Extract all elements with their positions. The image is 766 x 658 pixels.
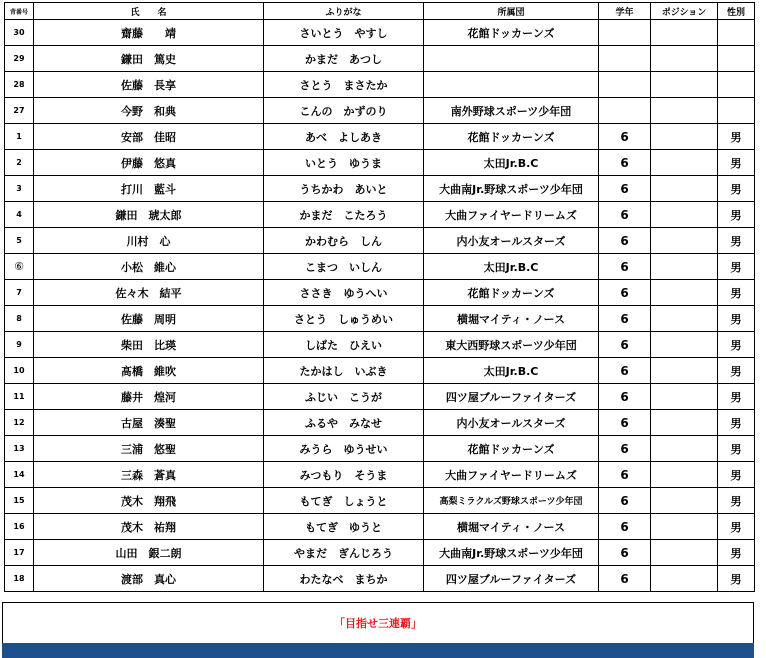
- name-column-header: 氏 名: [34, 3, 264, 20]
- number-cell: 30: [5, 20, 34, 46]
- player-row: [5, 306, 755, 332]
- gender-cell: 男: [718, 488, 755, 514]
- name-cell: 今野 和典: [34, 98, 264, 124]
- player-row: [5, 332, 755, 358]
- player-row: [5, 280, 755, 306]
- team-cell: 太田Jr.B.C: [424, 150, 599, 176]
- furigana-column-header: ふりがな: [264, 3, 424, 20]
- grade-cell: 6: [599, 280, 651, 306]
- position-cell: [651, 358, 718, 384]
- furigana-cell: かまだ こたろう: [264, 202, 424, 228]
- name-cell: 茂木 翔飛: [34, 488, 264, 514]
- grade-cell: 6: [599, 540, 651, 566]
- gender-cell: [718, 72, 755, 98]
- position-cell: [651, 384, 718, 410]
- number-cell: 14: [5, 462, 34, 488]
- grade-cell: [599, 98, 651, 124]
- grade-cell: [599, 20, 651, 46]
- gender-cell: [718, 20, 755, 46]
- grade-cell: 6: [599, 436, 651, 462]
- position-cell: [651, 176, 718, 202]
- position-cell: [651, 306, 718, 332]
- furigana-cell: もてぎ ゆうと: [264, 514, 424, 540]
- furigana-cell: わたなべ まちか: [264, 566, 424, 592]
- team-cell: 大曲ファイヤードリームズ: [424, 462, 599, 488]
- grade-cell: 6: [599, 488, 651, 514]
- name-cell: 髙橋 維吹: [34, 358, 264, 384]
- furigana-cell: こんの かずのり: [264, 98, 424, 124]
- name-cell: 齋藤 靖: [34, 20, 264, 46]
- player-row: [5, 384, 755, 410]
- team-cell: 花館ドッカーンズ: [424, 20, 599, 46]
- team-cell: [424, 72, 599, 98]
- name-cell: 佐々木 結平: [34, 280, 264, 306]
- position-cell: [651, 410, 718, 436]
- team-cell: 内小友オールスターズ: [424, 410, 599, 436]
- team-cell: 高梨ミラクルズ野球スポーツ少年団: [424, 488, 599, 514]
- number-cell: 17: [5, 540, 34, 566]
- team-cell: 大曲南Jr.野球スポーツ少年団: [424, 540, 599, 566]
- position-cell: [651, 254, 718, 280]
- number-cell: 5: [5, 228, 34, 254]
- number-cell: 4: [5, 202, 34, 228]
- name-cell: 伊藤 悠真: [34, 150, 264, 176]
- number-cell: 2: [5, 150, 34, 176]
- name-cell: 打川 藍斗: [34, 176, 264, 202]
- header-row: [5, 3, 755, 20]
- furigana-cell: うちかわ あいと: [264, 176, 424, 202]
- team-cell: 花館ドッカーンズ: [424, 436, 599, 462]
- grade-cell: 6: [599, 384, 651, 410]
- player-row: [5, 488, 755, 514]
- number-cell: 16: [5, 514, 34, 540]
- team-cell: 太田Jr.B.C: [424, 254, 599, 280]
- player-row: [5, 150, 755, 176]
- position-cell: [651, 228, 718, 254]
- gender-cell: 男: [718, 150, 755, 176]
- player-row: [5, 202, 755, 228]
- player-row: [5, 410, 755, 436]
- gender-cell: [718, 98, 755, 124]
- position-cell: [651, 462, 718, 488]
- gender-column-header: 性別: [718, 3, 755, 20]
- number-cell: 15: [5, 488, 34, 514]
- team-cell: 大曲南Jr.野球スポーツ少年団: [424, 176, 599, 202]
- position-cell: [651, 46, 718, 72]
- player-row: [5, 514, 755, 540]
- gender-cell: 男: [718, 358, 755, 384]
- number-cell: 9: [5, 332, 34, 358]
- furigana-cell: さとう まさたか: [264, 72, 424, 98]
- team-cell: 南外野球スポーツ少年団: [424, 98, 599, 124]
- grade-cell: 6: [599, 150, 651, 176]
- gender-cell: 男: [718, 254, 755, 280]
- name-cell: 鎌田 琥太郎: [34, 202, 264, 228]
- player-row: [5, 176, 755, 202]
- name-cell: 川村 心: [34, 228, 264, 254]
- number-cell: 7: [5, 280, 34, 306]
- gender-cell: 男: [718, 280, 755, 306]
- team-cell: 花館ドッカーンズ: [424, 280, 599, 306]
- position-cell: [651, 436, 718, 462]
- team-column-header: 所属団: [424, 3, 599, 20]
- team-cell: 大曲ファイヤードリームズ: [424, 202, 599, 228]
- number-cell: 18: [5, 566, 34, 592]
- team-cell: 内小友オールスターズ: [424, 228, 599, 254]
- player-row: [5, 72, 755, 98]
- position-cell: [651, 150, 718, 176]
- player-row: [5, 124, 755, 150]
- position-cell: [651, 566, 718, 592]
- gender-cell: 男: [718, 514, 755, 540]
- grade-column-header: 学年: [599, 3, 651, 20]
- position-cell: [651, 540, 718, 566]
- number-cell: 29: [5, 46, 34, 72]
- name-cell: 佐藤 周明: [34, 306, 264, 332]
- furigana-cell: たかはし いぶき: [264, 358, 424, 384]
- gender-cell: 男: [718, 462, 755, 488]
- furigana-cell: みつもり そうま: [264, 462, 424, 488]
- position-cell: [651, 332, 718, 358]
- player-row: [5, 358, 755, 384]
- position-cell: [651, 124, 718, 150]
- team-cell: 花館ドッカーンズ: [424, 124, 599, 150]
- gender-cell: 男: [718, 176, 755, 202]
- furigana-cell: こまつ いしん: [264, 254, 424, 280]
- name-cell: 渡部 真心: [34, 566, 264, 592]
- gender-cell: 男: [718, 228, 755, 254]
- player-row: [5, 20, 755, 46]
- team-cell: 横堀マイティ・ノース: [424, 514, 599, 540]
- position-cell: [651, 202, 718, 228]
- gender-cell: 男: [718, 332, 755, 358]
- grade-cell: 6: [599, 332, 651, 358]
- furigana-cell: かわむら しん: [264, 228, 424, 254]
- name-cell: 山田 銀二朗: [34, 540, 264, 566]
- grade-cell: 6: [599, 176, 651, 202]
- position-cell: [651, 488, 718, 514]
- number-cell: 28: [5, 72, 34, 98]
- furigana-cell: やまだ ぎんじろう: [264, 540, 424, 566]
- number-column-header: 背番号: [5, 3, 34, 20]
- player-row: [5, 540, 755, 566]
- name-cell: 安部 佳昭: [34, 124, 264, 150]
- player-row: [5, 46, 755, 72]
- name-cell: 三浦 悠聖: [34, 436, 264, 462]
- furigana-cell: ふじい こうが: [264, 384, 424, 410]
- player-row: [5, 566, 755, 592]
- number-cell: 3: [5, 176, 34, 202]
- position-cell: [651, 20, 718, 46]
- name-cell: 茂木 祐翔: [34, 514, 264, 540]
- player-row: [5, 436, 755, 462]
- number-cell: 8: [5, 306, 34, 332]
- number-cell: 10: [5, 358, 34, 384]
- name-cell: 小松 維心: [34, 254, 264, 280]
- team-cell: 横堀マイティ・ノース: [424, 306, 599, 332]
- grade-cell: 6: [599, 254, 651, 280]
- name-cell: 三森 蒼真: [34, 462, 264, 488]
- gender-cell: 男: [718, 306, 755, 332]
- furigana-cell: かまだ あつし: [264, 46, 424, 72]
- furigana-cell: みうら ゆうせい: [264, 436, 424, 462]
- team-cell: 東大西野球スポーツ少年団: [424, 332, 599, 358]
- position-column-header: ポジション: [651, 3, 718, 20]
- grade-cell: 6: [599, 514, 651, 540]
- team-cell: 太田Jr.B.C: [424, 358, 599, 384]
- number-cell: 11: [5, 384, 34, 410]
- player-row: [5, 228, 755, 254]
- furigana-cell: もてぎ しょうと: [264, 488, 424, 514]
- furigana-cell: ささき ゆうへい: [264, 280, 424, 306]
- number-cell: ⑥: [5, 254, 34, 280]
- player-row: [5, 254, 755, 280]
- position-cell: [651, 514, 718, 540]
- grade-cell: 6: [599, 566, 651, 592]
- position-cell: [651, 280, 718, 306]
- position-cell: [651, 72, 718, 98]
- slogan-text: 「目指せ三連覇」: [334, 617, 422, 630]
- roster-table: [4, 2, 755, 592]
- furigana-cell: ふるや みなせ: [264, 410, 424, 436]
- furigana-cell: さとう しゅうめい: [264, 306, 424, 332]
- team-cell: 四ツ屋ブルーファイターズ: [424, 566, 599, 592]
- gender-cell: 男: [718, 202, 755, 228]
- furigana-cell: しばた ひえい: [264, 332, 424, 358]
- gender-cell: 男: [718, 410, 755, 436]
- number-cell: 1: [5, 124, 34, 150]
- gender-cell: 男: [718, 566, 755, 592]
- number-cell: 27: [5, 98, 34, 124]
- grade-cell: 6: [599, 306, 651, 332]
- grade-cell: [599, 46, 651, 72]
- player-row: [5, 462, 755, 488]
- furigana-cell: あべ よしあき: [264, 124, 424, 150]
- grade-cell: [599, 72, 651, 98]
- furigana-cell: さいとう やすし: [264, 20, 424, 46]
- name-cell: 鎌田 篤史: [34, 46, 264, 72]
- bottom-color-bar: [2, 643, 754, 658]
- number-cell: 13: [5, 436, 34, 462]
- gender-cell: 男: [718, 384, 755, 410]
- furigana-cell: いとう ゆうま: [264, 150, 424, 176]
- gender-cell: 男: [718, 540, 755, 566]
- player-row: [5, 98, 755, 124]
- team-cell: [424, 46, 599, 72]
- name-cell: 古屋 湊聖: [34, 410, 264, 436]
- grade-cell: 6: [599, 462, 651, 488]
- grade-cell: 6: [599, 202, 651, 228]
- gender-cell: 男: [718, 124, 755, 150]
- grade-cell: 6: [599, 228, 651, 254]
- team-cell: 四ツ屋ブルーファイターズ: [424, 384, 599, 410]
- footer-box: [2, 602, 754, 644]
- position-cell: [651, 98, 718, 124]
- name-cell: 柴田 比瑛: [34, 332, 264, 358]
- number-cell: 12: [5, 410, 34, 436]
- gender-cell: 男: [718, 436, 755, 462]
- gender-cell: [718, 46, 755, 72]
- grade-cell: 6: [599, 410, 651, 436]
- name-cell: 藤井 煌河: [34, 384, 264, 410]
- grade-cell: 6: [599, 358, 651, 384]
- grade-cell: 6: [599, 124, 651, 150]
- name-cell: 佐藤 長享: [34, 72, 264, 98]
